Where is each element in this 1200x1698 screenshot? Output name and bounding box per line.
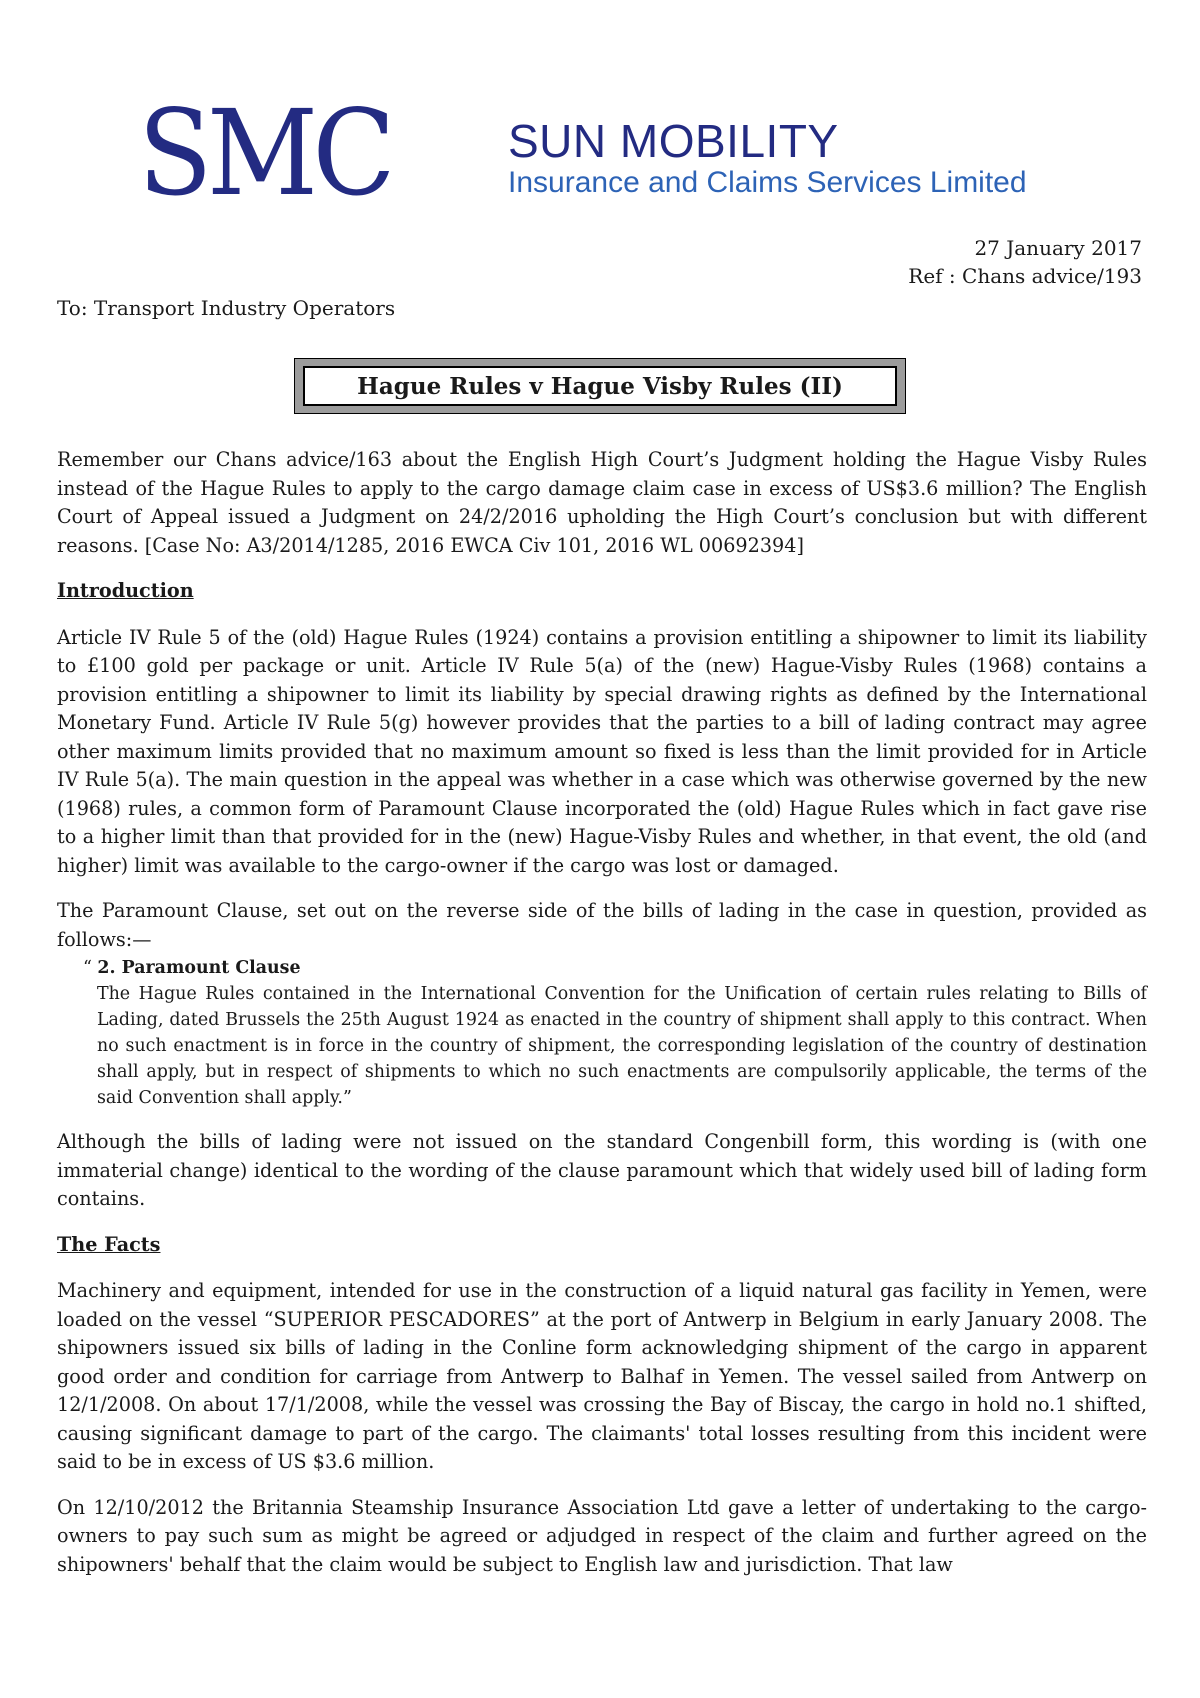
letter-reference: Ref : Chans advice/193: [908, 264, 1142, 288]
intro-paragraph: Remember our Chans advice/163 about the English High Court’s Judgment holding the Hague Visby Rules instead of the Hague Rules to apply to the cargo damage claim case in excess of US$3.6 million? The English Court of Appeal issued a Judgment on 24/2/2016 upholding the High Court’s conclusion but with different reasons. [Case No: A3/2014/1285, 2016 EWCA Civ 101, 2016 WL 00692394]: [57, 448, 1147, 557]
smc-logo-mark: [138, 84, 498, 222]
quote-heading-line: [83, 955, 1147, 981]
company-subtitle: Insurance and Claims Services Limited: [508, 166, 1027, 199]
introduction-paragraph-2: The Paramount Clause, set out on the reverse side of the bills of lading in the case in question, provided as follows:—: [57, 899, 1147, 951]
introduction-paragraph-1: Article IV Rule 5 of the (old) Hague Rules (1924) contains a provision entitling a shipowner to limit its liability to £100 gold per package or unit. Article IV Rule 5(a) of the (new) Hague-Visby Rules (1968) contains a provision entitling a shipowner to limit its liability by special drawing rights as defined by the International Monetary Fund. Article IV Rule 5(g) however provides that the parties to a bill of lading contract may agree other maximum limits provided that no maximum amount so fixed is less than the limit provided for in Article IV Rule 5(a). The main question in the appeal was whether in a case which was otherwise governed by the new (1968) rules, a common form of Paramount Clause incorporated the (old) Hague Rules which in fact gave rise to a higher limit than that provided for in the (new) Hague-Visby Rules and whether, in that event, the old (and higher) limit was available to the cargo-owner if the cargo was lost or damaged.: [57, 625, 1147, 877]
letter-meta: [908, 234, 1142, 290]
company-logo: [138, 84, 1078, 222]
paramount-clause-quote: [57, 955, 1147, 1111]
section-heading-introduction: Introduction: [57, 579, 194, 602]
facts-paragraph-2: On 12/10/2012 the Britannia Steamship Insurance Association Ltd gave a letter of undertaking to the cargo-owners to pay such sum as might be agreed or adjudged in respect of the claim and further agreed on the shipowners' behalf that the claim would be subject to English law and jurisdiction. That law: [57, 1495, 1147, 1576]
company-name: SUN MOBILITY: [508, 115, 839, 167]
quote-heading: 2. Paramount Clause: [97, 958, 301, 978]
logo-mark-text: SMC: [138, 84, 391, 222]
quote-text: The Hague Rules contained in the International Convention for the Unification of certain rules relating to Bills of Lading, dated Brussels the 25th August 1924 as enacted in the country of shipment shall apply to this contract. When no such enactment is in force in the country of shipment, the corresponding legislation of the country of destination shall apply, but in respect of shipments to which no such enactments are compulsorily applicable, the terms of the said Convention shall apply.”: [97, 984, 1147, 1108]
letter-date: 27 January 2017: [974, 236, 1142, 260]
document-body: [57, 446, 1147, 1596]
facts-paragraph-1: Machinery and equipment, intended for use in the construction of a liquid natural gas facility in Yemen, were loaded on the vessel “SUPERIOR PESCADORES” at the port of Antwerp in Belgium in early January 2008. The shipowners issued six bills of lading in the Conline form acknowledging shipment of the cargo in apparent good order and condition for carriage from Antwerp to Balhaf in Yemen. The vessel sailed from Antwerp on 12/1/2008. On about 17/1/2008, while the vessel was crossing the Bay of Biscay, the cargo in hold no.1 shifted, causing significant damage to part of the cargo. The claimants' total losses resulting from this incident were said to be in excess of US $3.6 million.: [57, 1279, 1147, 1473]
logo-wordmark: [508, 115, 1027, 200]
section-heading-facts: The Facts: [57, 1232, 161, 1256]
document-title: Hague Rules v Hague Visby Rules (II): [357, 372, 843, 400]
title-box: [294, 358, 906, 414]
recipient-line: To: Transport Industry Operators: [57, 296, 396, 320]
introduction-paragraph-3: Although the bills of lading were not issued on the standard Congenbill form, this wording is (with one immaterial change) identical to the wording of the clause paramount which that widely used bill of lading form contains.: [57, 1130, 1147, 1210]
quote-open-mark: “: [83, 958, 92, 978]
title-inner-frame: [303, 366, 897, 406]
